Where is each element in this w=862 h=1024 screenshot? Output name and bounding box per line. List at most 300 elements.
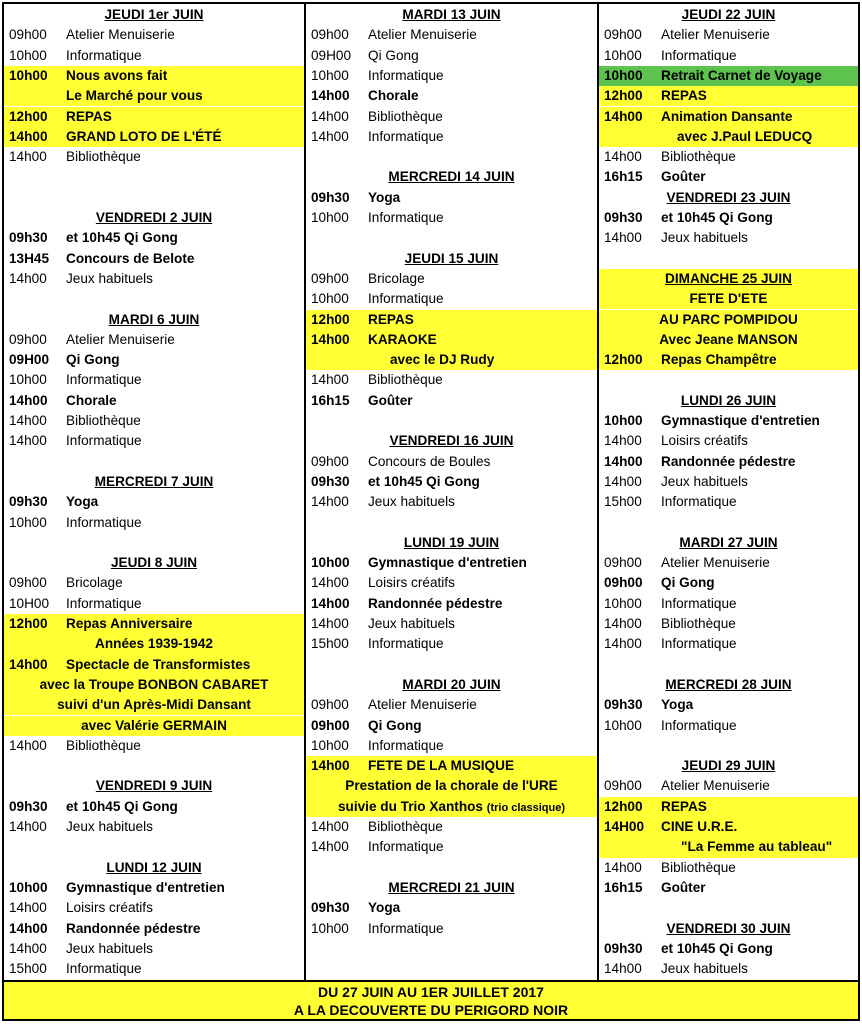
entry-time: 14h00: [311, 88, 350, 104]
entry-time: 10h00: [604, 413, 643, 428]
entry-activity: Informatique: [368, 210, 444, 225]
entry-activity: Yoga: [66, 494, 99, 510]
entry-activity: Bricolage: [368, 270, 425, 286]
continuation-note: (trio classique): [486, 801, 566, 814]
entry-activity: Concours de Boules: [368, 453, 491, 469]
schedule-entry: [599, 86, 858, 106]
entry-time: 14h00: [9, 737, 47, 753]
entry-time: 09h30: [604, 940, 643, 956]
entry-activity: REPAS: [368, 311, 414, 327]
schedule-entry: [306, 370, 597, 390]
entry-time: 09h00: [311, 270, 349, 286]
entry-activity: Spectacle de Transformistes: [66, 656, 251, 672]
blank-line: [4, 837, 304, 857]
entry-activity: Informatique: [368, 67, 444, 83]
schedule-entry: [4, 939, 304, 959]
entry-time: 14h00: [604, 961, 642, 977]
schedule-entry: [4, 228, 304, 248]
entry-time: 14h00: [604, 636, 642, 652]
day-heading: VENDREDI 30 JUIN: [666, 920, 791, 936]
entry-activity: Gymnastique d'entretien: [66, 879, 225, 895]
day-heading: LUNDI 19 JUIN: [403, 534, 500, 550]
schedule-entry: [306, 391, 597, 411]
schedule-entry: [599, 553, 858, 573]
entry-continuation: avec Valérie GERMAIN: [4, 716, 304, 736]
entry-activity: Goûter: [368, 392, 413, 408]
blank-line: [599, 370, 858, 390]
entry-time: 14h00: [311, 595, 350, 611]
entry-time: 12h00: [604, 798, 643, 814]
entry-time: 12h00: [604, 88, 643, 104]
schedule-entry: [306, 86, 597, 106]
blank-line: [4, 452, 304, 472]
schedule-entry: [306, 594, 597, 614]
entry-time: 09h30: [311, 900, 350, 916]
entry-time: 14h00: [311, 839, 349, 855]
entry-activity: Informatique: [368, 737, 444, 753]
entry-activity: Jeux habituels: [66, 819, 153, 834]
entry-activity: Loisirs créatifs: [661, 433, 748, 449]
entry-activity: Animation Dansante: [661, 108, 793, 124]
schedule-entry: [599, 411, 858, 431]
entry-time: 10h00: [604, 47, 642, 63]
schedule-entry: [306, 573, 597, 593]
schedule-entry: [599, 614, 858, 634]
day-heading: MERCREDI 14 JUIN: [388, 169, 515, 185]
entry-activity: Qi Gong: [66, 352, 120, 368]
blank-line: [4, 756, 304, 776]
entry-activity: Informatique: [368, 291, 444, 307]
entry-activity: Repas Anniversaire: [66, 616, 193, 631]
schedule-entry: [306, 837, 597, 857]
schedule-entry: [306, 614, 597, 634]
entry-activity: Bibliothèque: [368, 108, 443, 124]
blank-line: [306, 655, 597, 675]
entry-time: 10h00: [9, 47, 47, 63]
entry-time: 09h30: [604, 210, 643, 225]
entry-continuation: [306, 797, 597, 817]
entry-activity: Informatique: [66, 433, 142, 449]
schedule-entry: [4, 513, 304, 533]
entry-time: 09h00: [9, 331, 47, 347]
entry-time: 14h00: [311, 575, 349, 591]
entry-time: 09h30: [311, 473, 350, 489]
day-heading: VENDREDI 2 JUIN: [95, 210, 213, 225]
entry-time: 15h00: [604, 494, 642, 510]
entry-time: 09h00: [604, 27, 642, 43]
schedule-entry: [4, 411, 304, 431]
day-heading: MARDI 6 JUIN: [108, 311, 200, 327]
schedule-entry: [306, 208, 597, 228]
entry-activity: Concours de Belote: [66, 250, 195, 266]
entry-time: 09h00: [311, 717, 350, 733]
entry-continuation: Prestation de la chorale de l'URE: [306, 776, 597, 796]
entry-continuation: suivi d'un Après-Midi Dansant: [4, 695, 304, 715]
schedule-entry: [306, 330, 597, 350]
entry-time: 14h00: [9, 433, 47, 449]
entry-time: 10h00: [311, 291, 349, 307]
entry-time: 12h00: [9, 108, 48, 124]
entry-time: 14h00: [604, 433, 642, 449]
schedule-entry: [306, 127, 597, 147]
entry-time: 14h00: [604, 859, 642, 875]
schedule-columns: [4, 4, 858, 980]
entry-activity: Informatique: [661, 494, 737, 510]
schedule-entry: [4, 797, 304, 817]
entry-activity: Bricolage: [66, 575, 123, 591]
schedule-entry: [4, 147, 304, 167]
schedule-entry: [599, 46, 858, 66]
day-heading: VENDREDI 9 JUIN: [95, 778, 213, 794]
schedule-entry: [599, 228, 858, 248]
entry-time: 09H00: [311, 47, 352, 63]
entry-activity: Informatique: [368, 128, 444, 144]
entry-activity: Atelier Menuiserie: [66, 331, 175, 347]
schedule-entry: [306, 736, 597, 756]
entry-activity: Atelier Menuiserie: [368, 697, 477, 713]
entry-time: 10h00: [9, 67, 48, 83]
schedule-entry: [599, 25, 858, 45]
day-heading: MARDI 13 JUIN: [402, 7, 501, 22]
blank-line: [599, 655, 858, 675]
entry-activity: Goûter: [661, 169, 706, 185]
blank-line: [306, 228, 597, 248]
entry-time: 14h00: [311, 372, 349, 388]
entry-activity: Bibliothèque: [368, 819, 443, 834]
entry-time: 16h15: [604, 879, 643, 895]
entry-activity: Informatique: [661, 636, 737, 652]
entry-activity: Informatique: [661, 717, 737, 733]
schedule-entry: [599, 472, 858, 492]
entry-time: 14h00: [311, 819, 349, 834]
schedule-entry: [306, 269, 597, 289]
entry-activity: Atelier Menuiserie: [661, 27, 770, 43]
entry-time: 10h00: [311, 210, 349, 225]
entry-activity: REPAS: [66, 108, 112, 124]
schedule-entry: [306, 289, 597, 309]
entry-activity: Gymnastique d'entretien: [661, 413, 820, 428]
entry-activity: Chorale: [368, 88, 419, 104]
entry-time: 10H00: [9, 595, 50, 611]
entry-activity: Informatique: [368, 839, 444, 855]
footer-banner: [4, 980, 858, 1019]
entry-activity: REPAS: [661, 88, 707, 104]
entry-activity: Informatique: [66, 372, 142, 388]
entry-time: 09h30: [9, 494, 48, 510]
entry-time: 09h00: [9, 27, 47, 43]
schedule-entry: [599, 208, 858, 228]
blank-line: [599, 736, 858, 756]
entry-activity: Atelier Menuiserie: [661, 555, 770, 571]
footer-line-2: A LA DECOUVERTE DU PERIGORD NOIR: [293, 1002, 569, 1018]
schedule-entry: [4, 66, 304, 86]
blank-line: [4, 533, 304, 553]
entry-activity: REPAS: [661, 798, 707, 814]
schedule-entry: [4, 959, 304, 979]
entry-time: 09h00: [311, 453, 349, 469]
day-heading: MARDI 20 JUIN: [402, 676, 501, 692]
entry-continuation: avec la Troupe BONBON CABARET: [4, 675, 304, 695]
entry-activity: Informatique: [66, 961, 142, 977]
entry-activity: Jeux habituels: [661, 961, 748, 977]
day-heading: MERCREDI 21 JUIN: [388, 879, 515, 895]
day-heading: VENDREDI 16 JUIN: [389, 433, 514, 449]
schedule-entry: [4, 878, 304, 898]
blank-line: [306, 147, 597, 167]
entry-time: 12h00: [9, 616, 48, 631]
entry-time: 12h00: [311, 311, 350, 327]
entry-activity: Randonnée pédestre: [368, 595, 503, 611]
schedule-entry: [306, 452, 597, 472]
entry-time: 14h00: [604, 108, 643, 124]
schedule-entry: [306, 695, 597, 715]
entry-activity: Jeux habituels: [66, 270, 153, 286]
day-heading: MERCREDI 7 JUIN: [94, 473, 214, 489]
entry-activity: et 10h45 Qi Gong: [66, 230, 178, 246]
schedule-entry: [599, 797, 858, 817]
schedule-entry: [4, 594, 304, 614]
schedule-entry: [4, 249, 304, 269]
entry-time: 10h00: [9, 514, 47, 530]
entry-time: 14h00: [311, 616, 349, 631]
schedule-entry: [306, 817, 597, 837]
schedule-entry: [599, 959, 858, 979]
schedule-entry: [306, 188, 597, 208]
entry-activity: Randonnée pédestre: [66, 920, 201, 936]
entry-activity: Bibliothèque: [66, 737, 141, 753]
column-2: [306, 4, 599, 980]
entry-time: 10h00: [311, 67, 349, 83]
entry-activity: Informatique: [368, 636, 444, 652]
day-heading: LUNDI 12 JUIN: [106, 859, 202, 875]
entry-activity: et 10h45 Qi Gong: [66, 798, 178, 814]
entry-continuation: "La Femme au tableau": [599, 837, 858, 857]
entry-time: 14h00: [9, 940, 47, 956]
entry-time: 10h00: [604, 67, 643, 83]
entry-time: 10h00: [604, 595, 642, 611]
blank-line: [4, 188, 304, 208]
entry-time: 14h00: [604, 473, 642, 489]
entry-activity: Yoga: [368, 900, 401, 916]
blank-line: [4, 289, 304, 309]
day-heading: VENDREDI 23 JUIN: [666, 189, 791, 205]
schedule-entry: [599, 573, 858, 593]
schedule-entry: [306, 492, 597, 512]
blank-line: [4, 167, 304, 187]
footer-line-1: DU 27 JUIN AU 1ER JUILLET 2017: [318, 984, 544, 1000]
schedule-entry: [4, 25, 304, 45]
schedule-entry: [599, 878, 858, 898]
schedule-entry: [4, 370, 304, 390]
entry-activity: Yoga: [368, 189, 401, 205]
entry-activity: Bibliothèque: [661, 149, 736, 165]
entry-activity: Jeux habituels: [66, 940, 153, 956]
schedule-entry: [306, 107, 597, 127]
entry-activity: et 10h45 Qi Gong: [661, 940, 773, 956]
entry-activity: Informatique: [368, 920, 444, 936]
entry-activity: Bibliothèque: [66, 149, 141, 165]
schedule-entry: [599, 817, 858, 837]
entry-time: 14h00: [311, 331, 350, 347]
blank-line: [599, 898, 858, 918]
entry-time: 09h30: [604, 697, 643, 713]
schedule-entry: [4, 269, 304, 289]
day-heading: JEUDI 1er JUIN: [104, 7, 204, 22]
schedule-entry: [4, 330, 304, 350]
entry-activity: Bibliothèque: [661, 616, 736, 631]
entry-activity: Gymnastique d'entretien: [368, 555, 527, 571]
entry-activity: Nous avons fait: [66, 67, 168, 83]
entry-time: 10h00: [9, 372, 47, 388]
entry-time: 09H00: [9, 352, 50, 368]
schedule-entry: [599, 452, 858, 472]
schedule-entry: [306, 634, 597, 654]
schedule-entry: [306, 66, 597, 86]
entry-time: 15h00: [9, 961, 47, 977]
schedule-entry: [599, 634, 858, 654]
entry-activity: et 10h45 Qi Gong: [661, 210, 773, 225]
entry-time: 10h00: [311, 555, 350, 571]
entry-continuation: avec le DJ Rudy: [306, 350, 597, 370]
schedule-entry: [4, 127, 304, 147]
entry-time: 14H00: [604, 819, 645, 834]
entry-time: 14h00: [9, 920, 48, 936]
schedule-entry: [306, 472, 597, 492]
entry-activity: Retrait Carnet de Voyage: [661, 67, 822, 83]
schedule-entry: [306, 716, 597, 736]
day-heading: JEUDI 29 JUIN: [681, 758, 776, 774]
schedule-entry: [306, 310, 597, 330]
schedule-entry: [4, 350, 304, 370]
column-3: [599, 4, 858, 980]
column-1: [4, 4, 306, 980]
schedule-entry: [599, 858, 858, 878]
entry-activity: Bibliothèque: [66, 413, 141, 428]
entry-activity: Jeux habituels: [368, 616, 455, 631]
entry-time: 14h00: [9, 413, 47, 428]
entry-time: 15h00: [311, 636, 349, 652]
entry-activity: CINE U.R.E.: [661, 819, 738, 834]
entry-time: 09h00: [604, 575, 643, 591]
entry-time: 09h30: [9, 230, 48, 246]
entry-activity: Jeux habituels: [661, 230, 748, 246]
entry-activity: Jeux habituels: [661, 473, 748, 489]
entry-continuation: AU PARC POMPIDOU: [599, 310, 858, 330]
entry-continuation: Années 1939-1942: [4, 634, 304, 654]
entry-time: 10h00: [311, 737, 349, 753]
entry-time: 14h00: [311, 758, 350, 774]
schedule-entry: [4, 736, 304, 756]
schedule-entry: [599, 107, 858, 127]
day-heading: LUNDI 26 JUIN: [680, 392, 777, 408]
entry-activity: GRAND LOTO DE L'ÉTÉ: [66, 128, 222, 144]
entry-continuation: avec J.Paul LEDUCQ: [599, 127, 858, 147]
entry-time: 14h00: [9, 656, 48, 672]
schedule-entry: [4, 655, 304, 675]
entry-continuation: FETE D'ETE: [599, 289, 858, 309]
schedule-page: [2, 2, 860, 1021]
entry-time: 14h00: [604, 453, 643, 469]
schedule-entry: [599, 716, 858, 736]
entry-activity: Bibliothèque: [368, 372, 443, 388]
schedule-entry: [4, 817, 304, 837]
schedule-entry: [306, 919, 597, 939]
entry-time: 10h00: [311, 920, 349, 936]
entry-time: 14h00: [9, 819, 47, 834]
entry-activity: KARAOKE: [368, 331, 437, 347]
schedule-entry: [306, 25, 597, 45]
entry-activity: Bibliothèque: [661, 859, 736, 875]
schedule-entry: [599, 66, 858, 86]
schedule-entry: [599, 695, 858, 715]
schedule-entry: [4, 492, 304, 512]
day-heading: JEUDI 22 JUIN: [681, 7, 776, 22]
day-heading: MARDI 27 JUIN: [679, 534, 778, 550]
entry-time: 16h15: [604, 169, 643, 185]
blank-line: [306, 411, 597, 431]
entry-activity: Informatique: [66, 47, 142, 63]
entry-time: 14h00: [9, 149, 47, 165]
entry-time: 16h15: [311, 392, 350, 408]
schedule-entry: [306, 553, 597, 573]
schedule-entry: [599, 167, 858, 187]
schedule-entry: [599, 350, 858, 370]
schedule-entry: [4, 898, 304, 918]
blank-line: [306, 513, 597, 533]
schedule-entry: [306, 46, 597, 66]
entry-activity: et 10h45 Qi Gong: [368, 473, 480, 489]
blank-line: [599, 513, 858, 533]
entry-activity: Atelier Menuiserie: [66, 27, 175, 43]
schedule-entry: [4, 431, 304, 451]
entry-activity: Qi Gong: [368, 47, 419, 63]
entry-activity: Atelier Menuiserie: [368, 27, 477, 43]
schedule-entry: [599, 939, 858, 959]
schedule-entry: [599, 776, 858, 796]
schedule-entry: [4, 107, 304, 127]
entry-activity: Repas Champêtre: [661, 352, 777, 368]
entry-activity: Goûter: [661, 879, 706, 895]
entry-time: 09h00: [311, 697, 349, 713]
entry-activity: FETE DE LA MUSIQUE: [368, 758, 515, 774]
entry-activity: Randonnée pédestre: [661, 453, 796, 469]
entry-activity: Loisirs créatifs: [66, 900, 153, 916]
entry-time: 14h00: [9, 392, 48, 408]
day-heading: JEUDI 8 JUIN: [110, 555, 198, 571]
day-heading: JEUDI 15 JUIN: [404, 250, 499, 266]
blank-line: [599, 249, 858, 269]
entry-activity: Chorale: [66, 392, 117, 408]
schedule-entry: [599, 492, 858, 512]
entry-time: 12h00: [604, 352, 643, 368]
entry-activity: Informatique: [66, 595, 142, 611]
schedule-entry: [4, 46, 304, 66]
schedule-entry: [4, 919, 304, 939]
blank-line: [306, 858, 597, 878]
entry-activity: Informatique: [66, 514, 142, 530]
schedule-entry: [306, 898, 597, 918]
entry-activity: Informatique: [661, 47, 737, 63]
entry-time: 14h00: [311, 108, 349, 124]
schedule-entry: [599, 147, 858, 167]
entry-time: 14h00: [311, 128, 349, 144]
entry-time: 13H45: [9, 250, 50, 266]
entry-time: 14h00: [604, 616, 642, 631]
day-heading: MERCREDI 28 JUIN: [665, 676, 792, 692]
schedule-entry: [4, 391, 304, 411]
entry-activity: Atelier Menuiserie: [661, 778, 770, 794]
entry-time: 14h00: [9, 270, 47, 286]
